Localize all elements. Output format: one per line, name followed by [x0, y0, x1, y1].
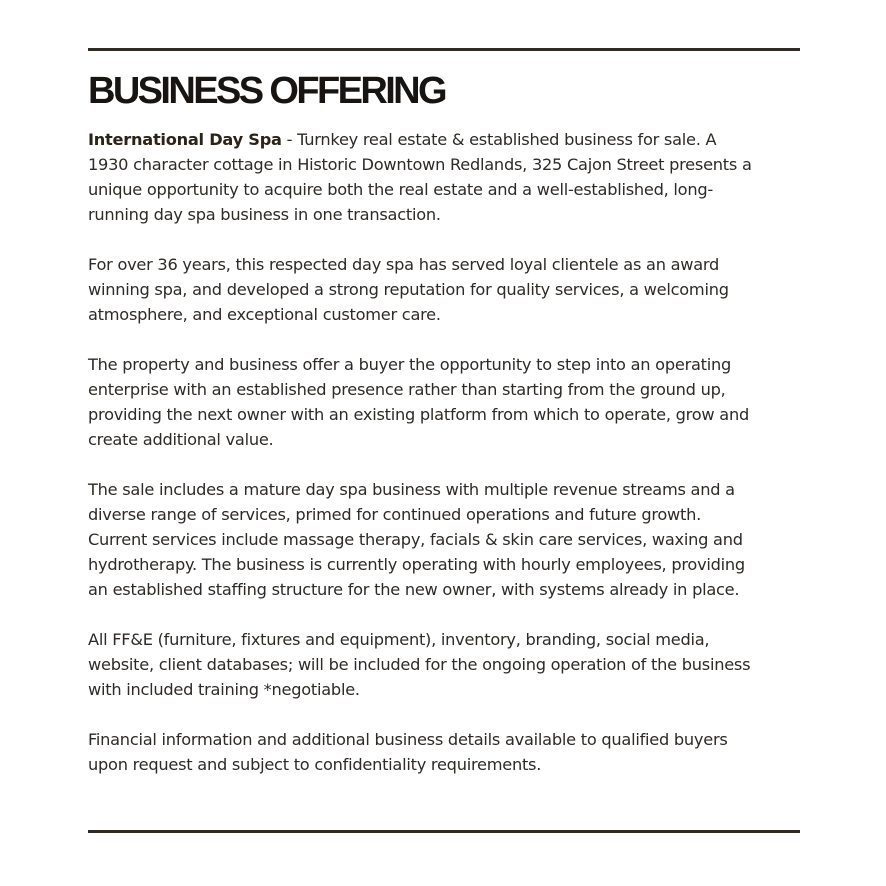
page-title: BUSINESS OFFERING [88, 70, 445, 112]
intro-paragraph [88, 127, 758, 227]
services-paragraph: The sale includes a mature day spa business with multiple revenue streams and a diverse range of services, primed for continued operations and future growth. Current services include massage therapy, facials & skin care services, waxing and hydrotherapy. The business is currently operating with hourly employees, providing an established staffing structure for the new owner, with systems already in place. [88, 480, 745, 599]
bottom-divider [88, 830, 800, 833]
business-name: International Day Spa [88, 130, 282, 149]
financials-paragraph: Financial information and additional business details available to qualified buyers upon request and subject to confidentiality requirements. [88, 730, 728, 774]
opportunity-paragraph: The property and business offer a buyer the opportunity to step into an operating enterprise with an established presence rather than starting from the ground up, providing the next owner with an existing platform from which to operate, grow and create additional value. [88, 355, 749, 449]
top-divider [88, 48, 800, 51]
history-paragraph: For over 36 years, this respected day spa has served loyal clientele as an award winning spa, and developed a strong reputation for quality services, a welcoming atmosphere, and exceptional customer care. [88, 255, 729, 324]
inclusions-paragraph: All FF&E (furniture, fixtures and equipment), inventory, branding, social media, website, client databases; will be included for the ongoing operation of the business with included training *negotiable. [88, 630, 751, 699]
offering-body [88, 127, 758, 802]
intro-text: - Turnkey real estate & established business for sale. A 1930 character cottage in Historic Downtown Redlands, 325 Cajon Street presents a unique opportunity to acquire both the real estate and a well-established, long-running day spa business in one transaction. [88, 130, 752, 224]
